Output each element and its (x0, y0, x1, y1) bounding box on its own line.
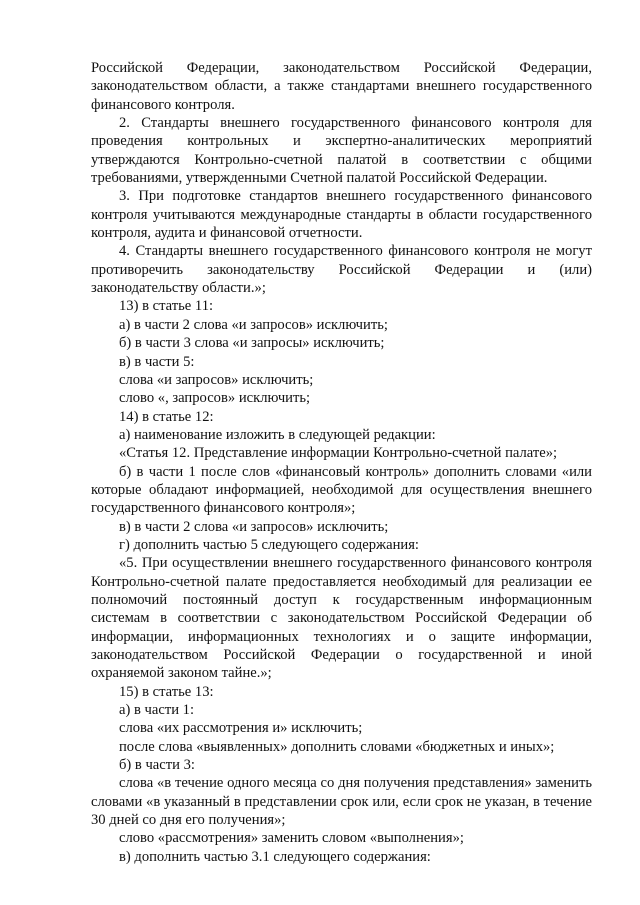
paragraph-16: г) дополнить частью 5 следующего содержания: (119, 536, 419, 553)
paragraph-20: слова «их рассмотрения и» исключить; (119, 720, 363, 737)
paragraph-6: а) в части 2 слова «и запросов» исключить; (119, 316, 388, 333)
paragraph-24: слово «рассмотрения» заменить словом «выполнения»; (119, 830, 464, 847)
paragraph-8: в) в части 5: (119, 353, 195, 370)
paragraph-11: 14) в статье 12: (119, 408, 214, 425)
paragraph-23: слова «в течение одного месяца со дня получения представления» заменить словами «в указанный в представлении срок или, если срок не указан, в течение 30 дней со дня его получения»; (91, 775, 592, 829)
paragraph-21: после слова «выявленных» дополнить словами «бюджетных и иных»; (119, 738, 555, 755)
paragraph-15: в) в части 2 слова «и запросов» исключить; (119, 518, 389, 535)
paragraph-1: Российской Федерации, законодательством Российской Федерации, законодательством области, а также стандартами внешнего государственного финансового контроля. (91, 60, 592, 113)
paragraph-3: 3. При подготовке стандартов внешнего государственного финансового контроля учитываются международные стандарты в области государственного контроля, аудита и финансовой отчетности. (91, 188, 592, 242)
paragraph-9: слова «и запросов» исключить; (119, 371, 314, 388)
paragraph-4: 4. Стандарты внешнего государственного финансового контроля не могут противоречить законодательству Российской Федерации и (или) законодательству области.»; (91, 243, 592, 297)
paragraph-13: «Статья 12. Представление информации Контрольно-счетной палате»; (119, 445, 558, 462)
paragraph-17: «5. При осуществлении внешнего государственного финансового контроля Контрольно-счетной палате предоставляется необходимый для реализации ее полномочий постоянный доступ к государственным информационным системам в соответствии с законодательством Российской Федерации об информации, информационных технологиях и о защите информации, законодательством Российской Федерации о государственной и иной охраняемой законом тайне.»; (91, 555, 592, 682)
paragraph-25: в) дополнить частью 3.1 следующего содержания: (119, 848, 431, 865)
paragraph-22: б) в части 3: (119, 757, 195, 774)
paragraph-7: б) в части 3 слова «и запросы» исключить; (119, 335, 385, 352)
paragraph-14: б) в части 1 после слов «финансовый контроль» дополнить словами «или которые обладают информацией, необходимой для осуществления внешнего государственного финансового контроля»; (91, 463, 592, 517)
paragraph-12: а) наименование изложить в следующей редакции: (119, 426, 436, 443)
paragraph-19: а) в части 1: (119, 702, 195, 719)
paragraph-18: 15) в статье 13: (119, 683, 214, 700)
paragraph-10: слово «, запросов» исключить; (119, 390, 311, 407)
paragraph-2: 2. Стандарты внешнего государственного финансового контроля для проведения контрольных и экспертно-аналитических мероприятий утверждаются Контрольно-счетной палатой в соответствии с общими требованиями, утвержденными Счетной палатой Российской Федерации. (91, 115, 592, 187)
paragraph-5: 13) в статье 11: (119, 298, 214, 315)
